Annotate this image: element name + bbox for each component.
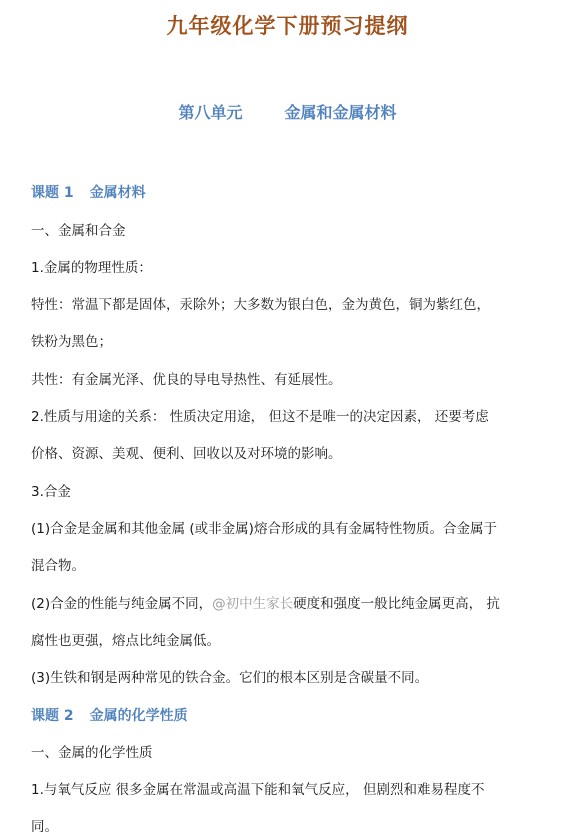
- lesson-1-heading: [31, 182, 146, 204]
- alloy-1-line-2: 混合物。: [31, 558, 85, 574]
- item-3-alloy: 3.合金: [31, 484, 71, 500]
- common-properties: 共性：有金属光泽、优良的导电导热性、有延展性。: [31, 372, 342, 388]
- unit-name: 金属和金属材料: [284, 103, 397, 122]
- item-2-line-1: 2.性质与用途的关系： 性质决定用途， 但这不是唯一的决定因素， 还要考虑: [31, 409, 489, 425]
- section-2-heading: 一、金属的化学性质: [31, 745, 153, 761]
- trait-line-1: 特性：常温下都是固体，汞除外；大多数为银白色，金为黄色，铜为紫红色，: [31, 297, 490, 313]
- alloy-3: (3)生铁和钢是两种常见的铁合金。它们的根本区别是含碳量不同。: [31, 670, 429, 686]
- alloy-1-line-1: (1)合金是金属和其他金属 (或非金属)熔合形成的具有金属特性物质。合金属于: [31, 521, 497, 537]
- item-1-physical-properties: 1.金属的物理性质：: [31, 260, 152, 276]
- alloy-2-part-1: (2)合金的性能与纯金属不同，: [31, 596, 213, 612]
- alloy-2-line-1: [31, 593, 500, 615]
- oxygen-line-2: 同。: [31, 819, 58, 835]
- alloy-2-part-2: 硬度和强度一般比纯金属更高， 抗: [293, 596, 500, 612]
- trait-line-2: 铁粉为黑色；: [31, 334, 112, 350]
- watermark-text: @初中生家长: [212, 596, 294, 612]
- alloy-2-line-2: 腐性也更强，熔点比纯金属低。: [31, 633, 220, 649]
- section-1-heading: 一、金属和合金: [31, 223, 126, 239]
- oxygen-line-1: 1.与氧气反应 很多金属在常温或高温下能和氧气反应， 但剧烈和难易程度不: [31, 782, 485, 798]
- document-title: 九年级化学下册预习提纲: [166, 14, 409, 38]
- lesson-2-name: 金属的化学性质: [89, 708, 188, 724]
- lesson-2-heading: [31, 705, 188, 727]
- lesson-1-name: 金属材料: [89, 185, 146, 201]
- lesson-1-number: 课题 1: [31, 185, 74, 201]
- lesson-2-number: 课题 2: [31, 708, 74, 724]
- unit-number: 第八单元: [178, 103, 243, 122]
- item-2-line-2: 价格、资源、美观、便利、回收以及对环境的影响。: [31, 446, 342, 462]
- unit-heading: [0, 101, 575, 125]
